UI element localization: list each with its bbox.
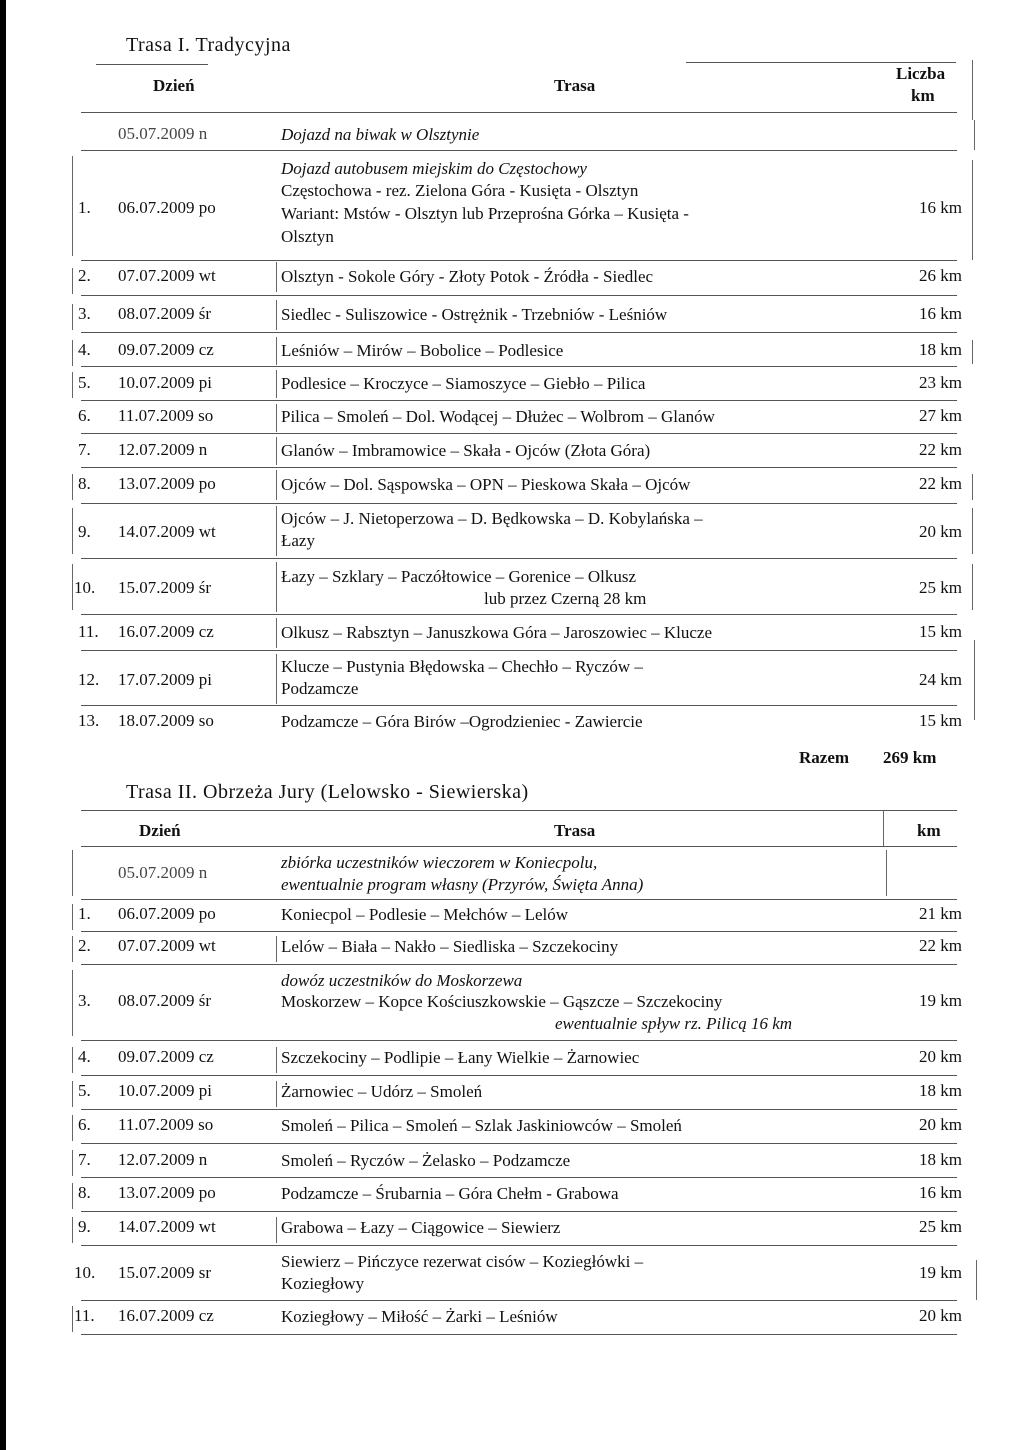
row-route-line: Podzamcze — [281, 679, 359, 698]
row-route-line: zbiórka uczestników wieczorem w Koniecpolu, — [281, 853, 598, 872]
row-km: 15 km — [919, 711, 962, 730]
section-title-trasa-1: Trasa I. Tradycyjna — [126, 34, 291, 56]
row-km: 25 km — [919, 578, 962, 597]
row-km: 15 km — [919, 622, 962, 641]
row-km: 20 km — [919, 1306, 962, 1325]
header-km-line1: Liczba — [896, 64, 946, 83]
row-date: 14.07.2009 wt — [118, 522, 216, 541]
row-date: 08.07.2009 śr — [118, 304, 212, 323]
row-route: Olkusz – Rabsztyn – Januszkowa Góra – Jaroszowiec – Klucze — [281, 623, 713, 642]
row-number: 2. — [78, 936, 91, 955]
section-title-trasa-2: Trasa II. Obrzeża Jury (Lelowsko - Siewierska) — [126, 781, 529, 803]
row-km: 18 km — [919, 1081, 962, 1100]
row-route: Glanów – Imbramowice – Skała - Ojców (Złota Góra) — [281, 441, 651, 460]
row-date: 06.07.2009 po — [118, 198, 216, 217]
row-route-line: Częstochowa - rez. Zielona Góra - Kusięta - Olsztyn — [281, 181, 639, 200]
row-route: Grabowa – Łazy – Ciągowice – Siewierz — [281, 1218, 561, 1237]
row-date: 16.07.2009 cz — [118, 622, 214, 641]
row-date: 17.07.2009 pi — [118, 670, 212, 689]
row-number: 3. — [78, 991, 91, 1010]
row-km: 18 km — [919, 1150, 962, 1169]
row-route: Żarnowiec – Udórz – Smoleń — [281, 1082, 483, 1101]
row-km: 16 km — [919, 1183, 962, 1202]
row-route: Ojców – Dol. Sąspowska – OPN – Pieskowa Skała – Ojców — [281, 475, 691, 494]
row-number: 4. — [78, 340, 91, 359]
row-route: Pilica – Smoleń – Dol. Wodącej – Dłużec – Wolbrom – Glanów — [281, 407, 715, 426]
header-km: km — [917, 821, 941, 840]
row-date: 18.07.2009 so — [118, 711, 214, 730]
row-date: 15.07.2009 śr — [118, 578, 212, 597]
header-km-line2: km — [911, 86, 935, 105]
row-km: 20 km — [919, 1115, 962, 1134]
row-km: 19 km — [919, 1263, 962, 1282]
row-number: 10. — [74, 578, 96, 597]
row-number: 8. — [78, 1183, 91, 1202]
row-km: 16 km — [919, 198, 962, 217]
row-route: Koniecpol – Podlesie – Mełchów – Lelów — [281, 905, 569, 924]
row-route-line: Koziegłowy — [281, 1274, 365, 1293]
row-date: 12.07.2009 n — [118, 1150, 208, 1169]
total-label: Razem — [799, 748, 850, 767]
row-route-line: Dojazd autobusem miejskim do Częstochowy — [281, 159, 587, 178]
row-date: 12.07.2009 n — [118, 440, 208, 459]
row-number: 11. — [78, 622, 99, 641]
row-route: Leśniów – Mirów – Bobolice – Podlesice — [281, 341, 564, 360]
row-route-line: Klucze – Pustynia Błędowska – Chechło – Ryczów – — [281, 657, 643, 676]
row-number: 9. — [78, 1217, 91, 1236]
row-date: 07.07.2009 wt — [118, 266, 216, 285]
row-route: Szczekociny – Podlipie – Łany Wielkie – Żarnowiec — [281, 1048, 640, 1067]
row-km: 18 km — [919, 340, 962, 359]
row-number: 1. — [78, 904, 91, 923]
document-page — [6, 0, 1024, 1450]
row-number: 5. — [78, 1081, 91, 1100]
row-date: 06.07.2009 po — [118, 904, 216, 923]
row-route-line: lub przez Czerną 28 km — [484, 589, 647, 608]
row-km: 22 km — [919, 936, 962, 955]
row-route: Podlesice – Kroczyce – Siamoszyce – Giebło – Pilica — [281, 374, 646, 393]
row-route-line: Wariant: Mstów - Olsztyn lub Przeprośna Górka – Kusięta - — [281, 204, 689, 223]
row-route: Podzamcze – Śrubarnia – Góra Chełm - Grabowa — [281, 1184, 619, 1203]
row-km: 20 km — [919, 1047, 962, 1066]
row-km: 25 km — [919, 1217, 962, 1236]
header-route: Trasa — [554, 76, 596, 95]
row-number: 5. — [78, 373, 91, 392]
row-route-line: Łazy — [281, 531, 315, 550]
row-date: 11.07.2009 so — [118, 406, 214, 425]
row-number: 12. — [78, 670, 100, 689]
row-route: Olsztyn - Sokole Góry - Złoty Potok - Źródła - Siedlec — [281, 267, 654, 286]
row-km: 22 km — [919, 440, 962, 459]
row-date: 16.07.2009 cz — [118, 1306, 214, 1325]
row-route: Dojazd na biwak w Olsztynie — [281, 125, 480, 144]
row-km: 19 km — [919, 991, 962, 1010]
total-value: 269 km — [883, 748, 937, 767]
row-number: 1. — [78, 198, 91, 217]
row-date: 08.07.2009 śr — [118, 991, 212, 1010]
row-route-line: Siewierz – Pińczyce rezerwat cisów – Koziegłówki – — [281, 1252, 644, 1271]
row-route: Koziegłowy – Miłość – Żarki – Leśniów — [281, 1307, 558, 1326]
header-day: Dzień — [153, 76, 195, 95]
row-route: Siedlec - Suliszowice - Ostrężnik - Trzebniów - Leśniów — [281, 305, 668, 324]
row-number: 6. — [78, 406, 91, 425]
row-date: 10.07.2009 pi — [118, 1081, 212, 1100]
header-day: Dzień — [139, 821, 181, 840]
header-route: Trasa — [554, 821, 596, 840]
row-km: 21 km — [919, 904, 962, 923]
row-number: 10. — [74, 1263, 96, 1282]
row-date: 13.07.2009 po — [118, 474, 216, 493]
row-date: 11.07.2009 so — [118, 1115, 214, 1134]
row-date: 05.07.2009 n — [118, 124, 208, 143]
row-number: 11. — [74, 1306, 95, 1325]
row-route-line: Moskorzew – Kopce Kościuszkowskie – Gąszcze – Szczekociny — [281, 992, 723, 1011]
row-date: 09.07.2009 cz — [118, 1047, 214, 1066]
row-route: Smoleń – Ryczów – Żelasko – Podzamcze — [281, 1151, 571, 1170]
row-route-line: ewentualnie spływ rz. Pilicą 16 km — [555, 1014, 793, 1033]
row-route-line: Ojców – J. Nietoperzowa – D. Będkowska – D. Kobylańska – — [281, 509, 703, 528]
row-number: 8. — [78, 474, 91, 493]
row-route-line: dowóz uczestników do Moskorzewa — [281, 971, 523, 990]
row-number: 13. — [78, 711, 100, 730]
row-route-line: ewentualnie program własny (Przyrów, Święta Anna) — [281, 875, 644, 894]
row-number: 7. — [78, 440, 91, 459]
row-date: 09.07.2009 cz — [118, 340, 214, 359]
row-route: Lelów – Biała – Nakło – Siedliska – Szczekociny — [281, 937, 619, 956]
row-km: 27 km — [919, 406, 962, 425]
row-route: Podzamcze – Góra Birów –Ogrodzieniec - Zawiercie — [281, 712, 643, 731]
row-date: 13.07.2009 po — [118, 1183, 216, 1202]
row-number: 7. — [78, 1150, 91, 1169]
row-km: 16 km — [919, 304, 962, 323]
row-number: 6. — [78, 1115, 91, 1134]
row-number: 4. — [78, 1047, 91, 1066]
row-km: 24 km — [919, 670, 962, 689]
row-date: 10.07.2009 pi — [118, 373, 212, 392]
row-km: 20 km — [919, 522, 962, 541]
row-km: 26 km — [919, 266, 962, 285]
row-number: 3. — [78, 304, 91, 323]
row-km: 22 km — [919, 474, 962, 493]
row-route-line: Łazy – Szklary – Paczółtowice – Gorenice – Olkusz — [281, 567, 636, 586]
row-route: Smoleń – Pilica – Smoleń – Szlak Jaskiniowców – Smoleń — [281, 1116, 682, 1135]
row-date: 05.07.2009 n — [118, 863, 208, 882]
row-km: 23 km — [919, 373, 962, 392]
row-date: 07.07.2009 wt — [118, 936, 216, 955]
row-date: 15.07.2009 sr — [118, 1263, 212, 1282]
row-number: 9. — [78, 522, 91, 541]
row-number: 2. — [78, 266, 91, 285]
row-date: 14.07.2009 wt — [118, 1217, 216, 1236]
row-route-line: Olsztyn — [281, 227, 334, 246]
